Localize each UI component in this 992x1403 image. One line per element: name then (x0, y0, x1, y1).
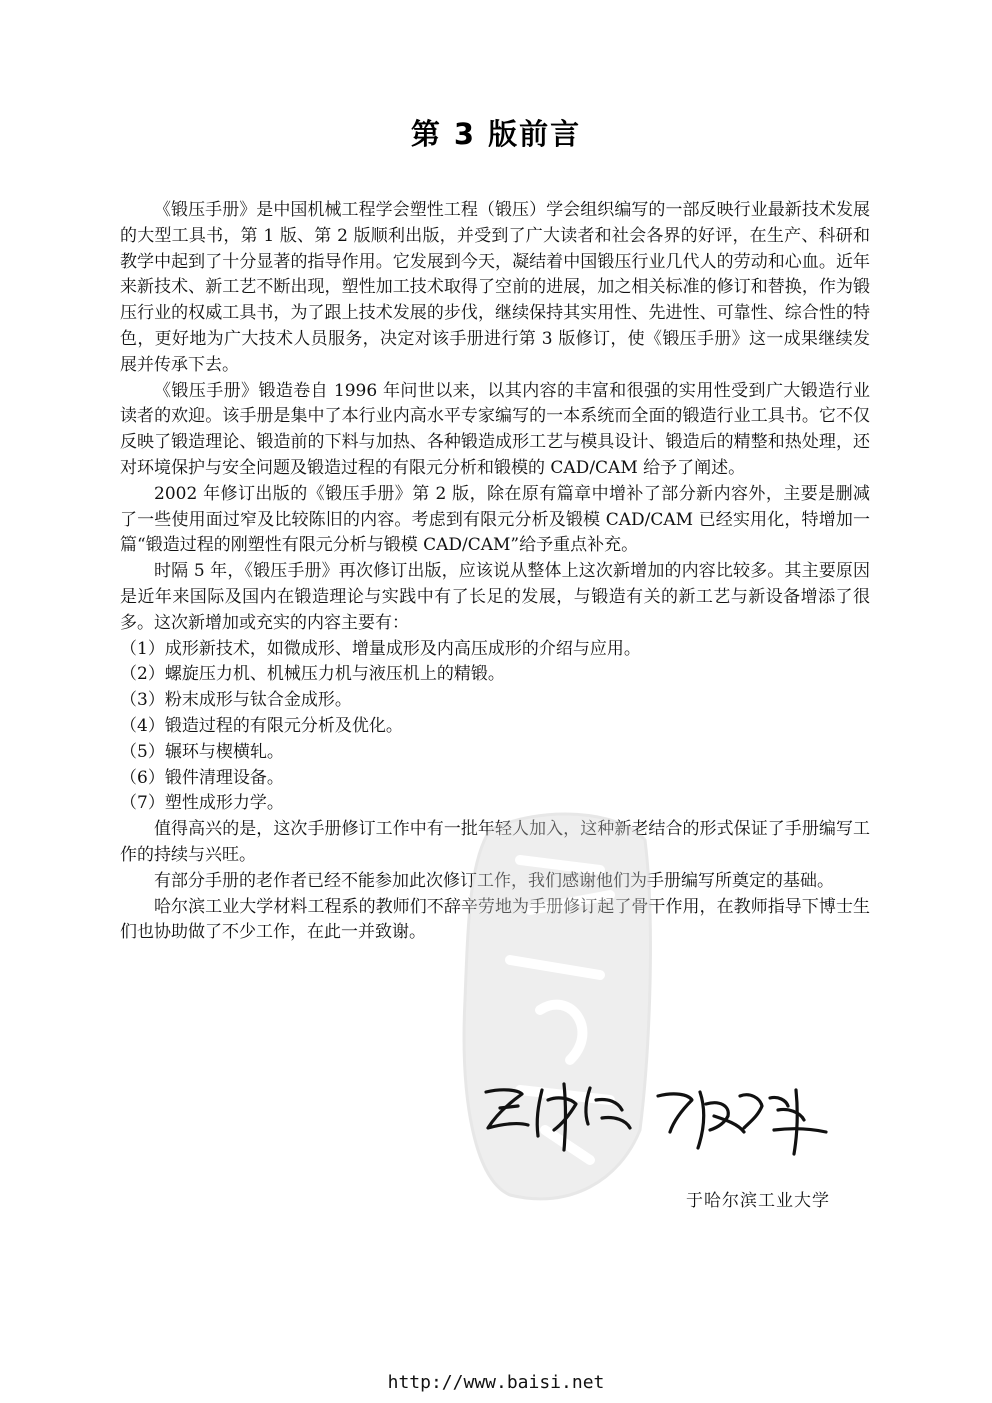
paragraph-4: 时隔 5 年，《锻压手册》再次修订出版，应该说从整体上这次新增加的内容比较多。其主要原因是近年来国际及国内在锻造理论与实践中有了长足的发展，与锻造有关的新工艺与新设备增添了很多。这次新增加或充实的内容主要有： (120, 561, 870, 633)
place-line: 于哈尔滨工业大学 (686, 1191, 830, 1211)
footer-url: http://www.baisi.net (387, 1372, 605, 1393)
paragraph-3: 2002 年修订出版的《锻压手册》第 2 版，除在原有篇章中增补了部分新内容外，主要是删减了一些使用面过窄及比较陈旧的内容。考虑到有限元分析及锻模 CAD/CAM 已经实用化，特增加一篇“锻造过程的刚塑性有限元分析与锻模 CAD/CAM”给予重点补充。 (120, 483, 870, 556)
page-title: 第 3 版前言 (410, 117, 582, 151)
closing-paragraph-2: 有部分手册的老作者已经不能参加此次修订工作，我们感谢他们为手册编写所奠定的基础。 (154, 870, 834, 891)
paragraph-2: 《锻压手册》锻造卷自 1996 年问世以来，以其内容的丰富和很强的实用性受到广大锻造行业读者的欢迎。该手册是集中了本行业内高水平专家编写的一本系统而全面的锻造行业工具书。它不仅反映了锻造理论、锻造前的下料与加热、各种锻造成形工艺与模具设计、锻造后的精整和热处理，还对环境保护与安全问题及锻造过程的有限元分析和锻模的 CAD/CAM 给予了阐述。 (120, 380, 870, 478)
list-item-2: （2）螺旋压力机、机械压力机与液压机上的精锻。 (120, 664, 505, 685)
list-item-4: （4）锻造过程的有限元分析及优化。 (120, 715, 403, 736)
paragraph-1: 《锻压手册》是中国机械工程学会塑性工程（锻压）学会组织编写的一部反映行业最新技术发展的大型工具书，第 1 版、第 2 版顺利出版，并受到了广大读者和社会各界的好评，在生产、科研和教学中起到了十分显著的指导作用。它发展到今天，凝结着中国锻压行业几代人的劳动和心血。近年来新技术、新工艺不断出现，塑性加工技术取得了空前的进展，加之相关标准的修订和替换，作为锻压行业的权威工具书，为了跟上技术发展的步伐，继续保持其实用性、先进性、可靠性、综合性的特色，更好地为广大技术人员服务，决定对该手册进行第 3 版修订，使《锻压手册》这一成果继续发展并传承下去。 (120, 200, 870, 375)
list-item-1: （1）成形新技术，如微成形、增量成形及内高压成形的介绍与应用。 (120, 638, 641, 659)
list-item-7: （7）塑性成形力学。 (120, 793, 284, 814)
list-item-6: （6）锻件清理设备。 (120, 767, 284, 788)
handwritten-signature-icon (478, 1070, 838, 1160)
closing-paragraph-1: 值得高兴的是，这次手册修订工作中有一批年轻人加入，这种新老结合的形式保证了手册编写工作的持续与兴旺。 (120, 819, 870, 865)
preface-body (120, 198, 870, 946)
list-item-3: （3）粉末成形与钛合金成形。 (120, 690, 352, 711)
list-item-5: （5）辗环与楔横轧。 (120, 741, 284, 762)
closing-paragraph-3: 哈尔滨工业大学材料工程系的教师们不辞辛劳地为手册修订起了骨干作用，在教师指导下博士生们也协助做了不少工作，在此一并致谢。 (120, 896, 870, 943)
